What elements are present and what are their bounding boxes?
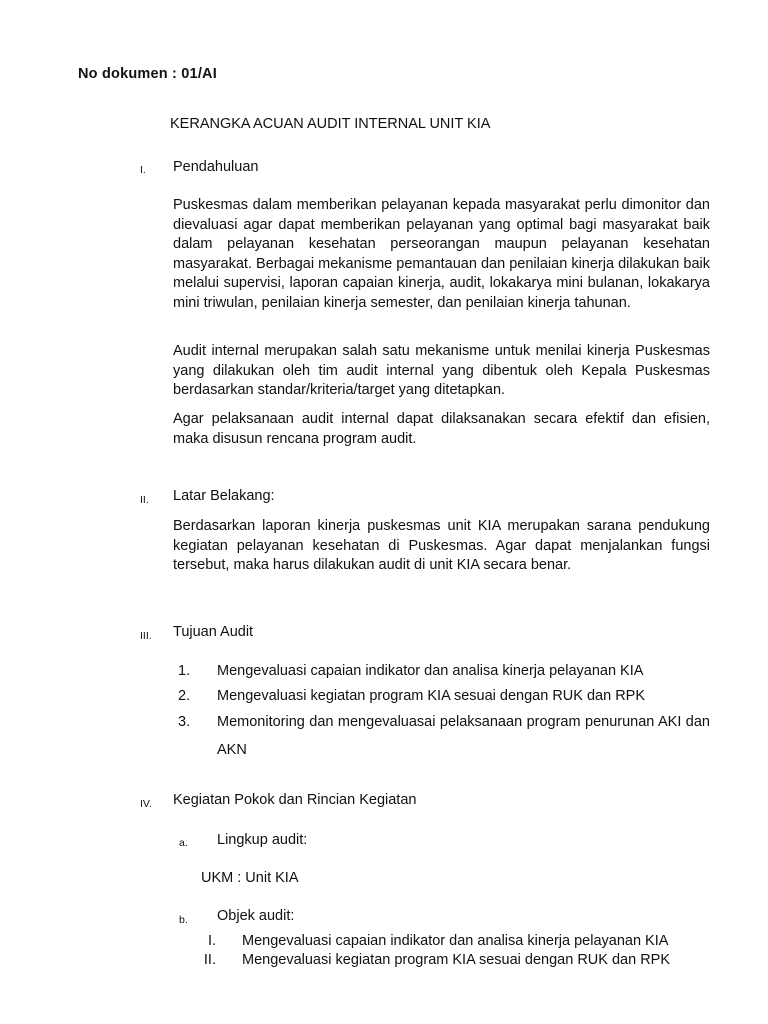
section-1-heading: Pendahuluan	[173, 159, 259, 175]
audit-object-2-text: Mengevaluasi kegiatan program KIA sesuai dengan RUK dan RPK	[242, 952, 671, 968]
section-2-paragraph-1: Berdasarkan laporan kinerja puskesmas unit KIA merupakan sarana pendukung kegiatan pelayanan kesehatan di Puskesmas. Agar dapat menjalankan fungsi tersebut, maka harus dilakukan audit di unit KIA secara benar.	[173, 518, 710, 574]
section-1-paragraph-3: Agar pelaksanaan audit internal dapat dilaksanakan secara efektif dan efisien, maka disusun rencana program audit.	[173, 411, 710, 447]
subsection-b-letter: b.	[179, 914, 188, 926]
audit-object-2-number: II.	[203, 952, 216, 968]
goal-1-number: 1.	[178, 663, 191, 679]
goal-2-number: 2.	[178, 688, 191, 704]
subsection-a-heading: Lingkup audit:	[217, 832, 308, 848]
section-1-paragraph-1: Puskesmas dalam memberikan pelayanan kepada masyarakat perlu dimonitor dan dievaluasi agar dapat memberikan pelayanan yang optimal bagi masyarakat baik dalam pelayanan kesehatan perseorangan maupun pelayanan kesehatan masyarakat. Berbagai mekanisme pemantauan dan penilaian kinerja dilakukan baik melalui supervisi, laporan capaian kinerja, audit, lokakarya mini bulanan, lokakarya mini triwulan, penilaian kinerja semester, dan penilaian kinerja tahunan.	[173, 197, 710, 311]
audit-object-1-number: I.	[207, 933, 216, 949]
section-1-numeral: I.	[140, 164, 146, 176]
section-2-numeral: II.	[140, 494, 149, 506]
section-3-heading: Tujuan Audit	[173, 624, 254, 640]
document-number: No dokumen : 01/AI	[78, 66, 217, 82]
goal-3-number: 3.	[178, 714, 191, 730]
section-4-numeral: IV.	[140, 798, 152, 810]
section-2-heading: Latar Belakang:	[173, 488, 275, 504]
goal-1-text: Mengevaluasi capaian indikator dan analisa kinerja pelayanan KIA	[217, 663, 644, 679]
subsection-a-letter: a.	[179, 837, 188, 849]
section-1-paragraph-2: Audit internal merupakan salah satu mekanisme untuk menilai kinerja Puskesmas yang dilakukan oleh tim audit internal yang dibentuk oleh Kepala Puskesmas berdasarkan standar/kriteria/target yang ditetapkan.	[173, 343, 710, 399]
goal-2-text: Mengevaluasi kegiatan program KIA sesuai dengan RUK dan RPK	[217, 688, 646, 704]
section-4-heading: Kegiatan Pokok dan Rincian Kegiatan	[173, 792, 417, 808]
subsection-b-heading: Objek audit:	[217, 908, 295, 924]
document-title: KERANGKA ACUAN AUDIT INTERNAL UNIT KIA	[170, 116, 491, 132]
section-3-numeral: III.	[140, 630, 152, 642]
audit-scope-value: UKM : Unit KIA	[201, 870, 299, 886]
audit-object-1-text: Mengevaluasi capaian indikator dan analisa kinerja pelayanan KIA	[242, 933, 669, 949]
goal-3-text: Memonitoring dan mengevaluasai pelaksanaan program penurunan AKI dan AKN	[217, 714, 710, 758]
